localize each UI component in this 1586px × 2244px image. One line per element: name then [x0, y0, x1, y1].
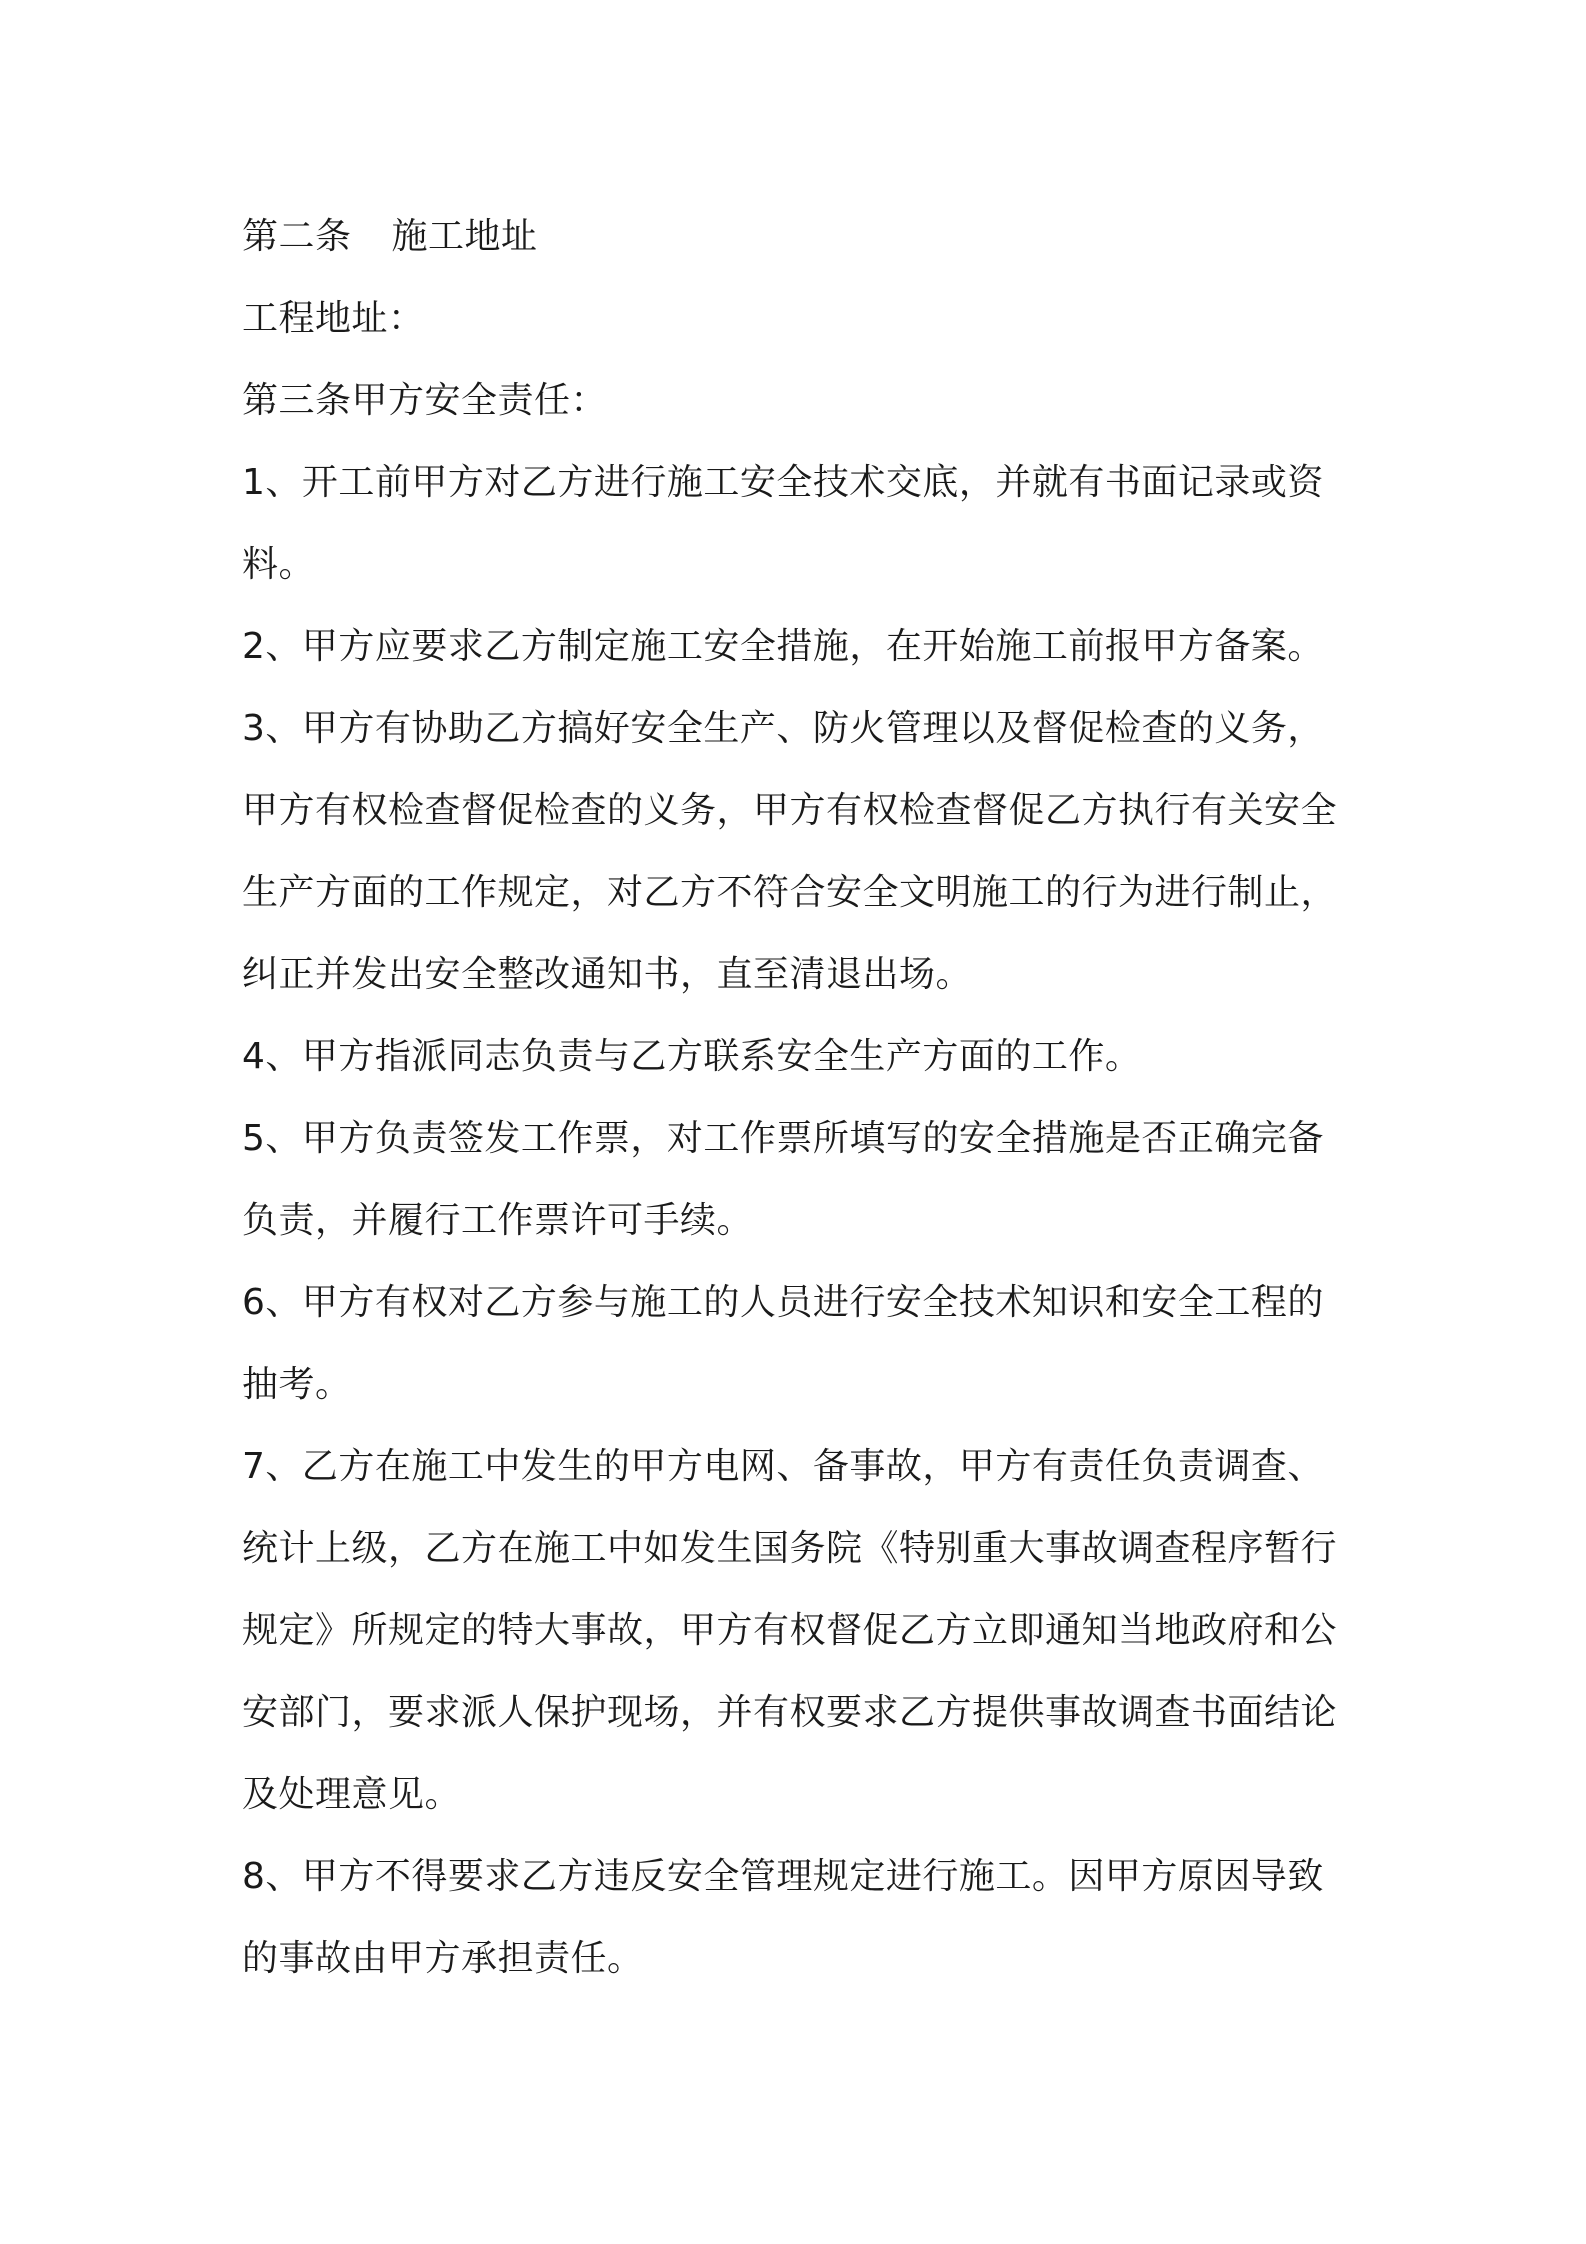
article-2-title: 施工地址	[391, 216, 538, 257]
article-2-number: 第二条	[242, 216, 352, 257]
text-line: 生产方面的工作规定，对乙方不符合安全文明施工的行为进行制止，	[242, 872, 1338, 913]
text-line: 抽考。	[242, 1364, 352, 1405]
text-line: 8、甲方不得要求乙方违反安全管理规定进行施工。因甲方原因导致	[242, 1856, 1324, 1897]
text-line: 6、甲方有权对乙方参与施工的人员进行安全技术知识和安全工程的	[242, 1282, 1324, 1323]
text-line: 统计上级，乙方在施工中如发生国务院《特别重大事故调查程序暂行	[242, 1528, 1338, 1569]
text-line: 规定》所规定的特大事故，甲方有权督促乙方立即通知当地政府和公	[242, 1610, 1338, 1651]
text-line: 7、乙方在施工中发生的甲方电网、备事故，甲方有责任负责调查、	[242, 1446, 1324, 1487]
text-line: 2、甲方应要求乙方制定施工安全措施，在开始施工前报甲方备案。	[242, 626, 1324, 667]
text-line: 1、开工前甲方对乙方进行施工安全技术交底，并就有书面记录或资	[242, 462, 1324, 503]
article-3-heading: 第三条甲方安全责任：	[242, 380, 608, 421]
project-address-label: 工程地址：	[242, 298, 425, 339]
article-2-heading	[242, 196, 1362, 278]
text-line: 的事故由甲方承担责任。	[242, 1938, 644, 1979]
text-line: 安部门，要求派人保护现场，并有权要求乙方提供事故调查书面结论	[242, 1692, 1338, 1733]
text-line: 负责，并履行工作票许可手续。	[242, 1200, 754, 1241]
document-body	[242, 196, 1362, 2000]
text-line: 4、甲方指派同志负责与乙方联系安全生产方面的工作。	[242, 1036, 1142, 1077]
text-line: 3、甲方有协助乙方搞好安全生产、防火管理以及督促检查的义务，	[242, 708, 1324, 749]
text-line: 甲方有权检查督促检查的义务，甲方有权检查督促乙方执行有关安全	[242, 790, 1338, 831]
text-line: 及处理意见。	[242, 1774, 462, 1815]
text-line: 5、甲方负责签发工作票，对工作票所填写的安全措施是否正确完备	[242, 1118, 1324, 1159]
text-line: 纠正并发出安全整改通知书，直至清退出场。	[242, 954, 973, 995]
text-line: 料。	[242, 544, 316, 585]
